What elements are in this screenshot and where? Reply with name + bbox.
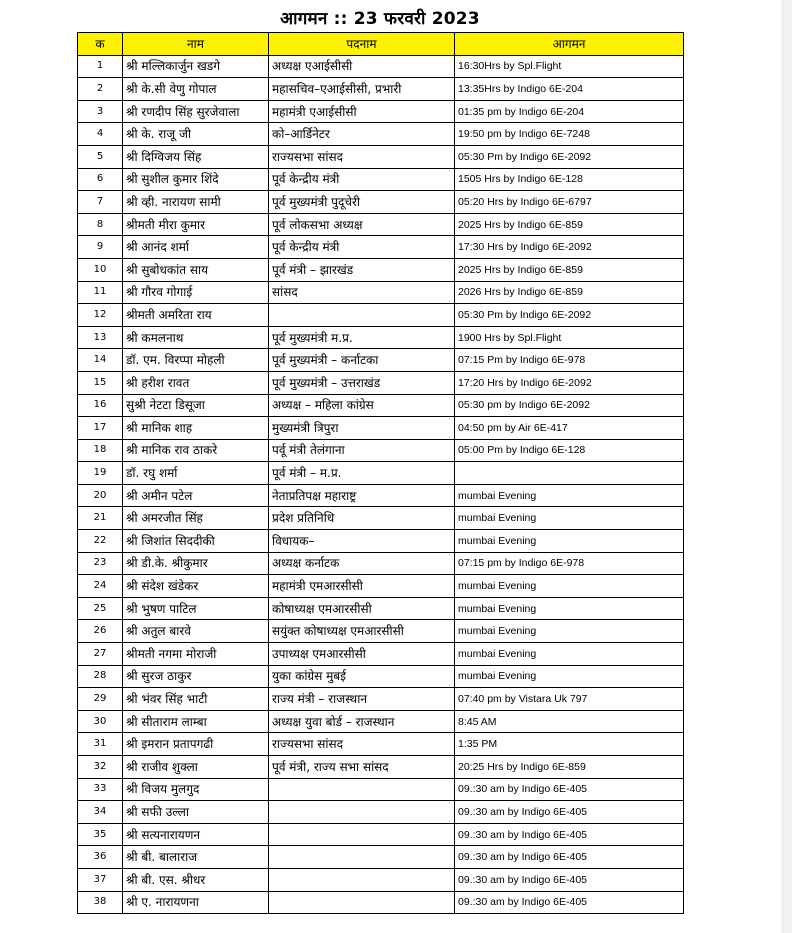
serial-cell: 3 <box>78 100 123 123</box>
arrival-cell: 01:35 pm by Indigo 6E-204 <box>455 100 684 123</box>
table-row <box>78 597 684 620</box>
arrival-cell: mumbai Evening <box>455 597 684 620</box>
table-row <box>78 620 684 643</box>
name-cell: श्री हरीश रावत <box>123 371 269 394</box>
arrival-cell: 1505 Hrs by Indigo 6E-128 <box>455 168 684 191</box>
table-body <box>78 55 684 914</box>
designation-cell: अध्यक्ष कर्नाटक <box>269 552 455 575</box>
arrival-cell: 8:45 AM <box>455 710 684 733</box>
arrival-cell: 09.:30 am by Indigo 6E-405 <box>455 891 684 914</box>
name-cell: श्री के. राजू जी <box>123 123 269 146</box>
serial-cell: 13 <box>78 326 123 349</box>
serial-cell: 11 <box>78 281 123 304</box>
arrival-cell: 09.:30 am by Indigo 6E-405 <box>455 778 684 801</box>
serial-cell: 30 <box>78 710 123 733</box>
table-row <box>78 462 684 485</box>
serial-cell: 35 <box>78 823 123 846</box>
designation-cell: को–आर्डिनेटर <box>269 123 455 146</box>
name-cell: श्री गौरव गोगाई <box>123 281 269 304</box>
arrival-cell: 05:00 Pm by Indigo 6E-128 <box>455 439 684 462</box>
designation-cell: सांसद <box>269 281 455 304</box>
serial-cell: 12 <box>78 304 123 327</box>
arrival-cell: mumbai Evening <box>455 484 684 507</box>
serial-cell: 31 <box>78 733 123 756</box>
header-serial: क <box>78 33 123 56</box>
serial-cell: 5 <box>78 145 123 168</box>
table-row <box>78 575 684 598</box>
name-cell: श्रीमती नगमा मोराजी <box>123 643 269 666</box>
name-cell: श्री आनंद शर्मा <box>123 236 269 259</box>
designation-cell: मुख्यमंत्री त्रिपुरा <box>269 417 455 440</box>
table-row <box>78 823 684 846</box>
serial-cell: 32 <box>78 756 123 779</box>
table-row <box>78 100 684 123</box>
name-cell: श्री डी.के. श्रीकुमार <box>123 552 269 575</box>
serial-cell: 21 <box>78 507 123 530</box>
arrival-cell: mumbai Evening <box>455 507 684 530</box>
table-row <box>78 145 684 168</box>
table-row <box>78 394 684 417</box>
name-cell: सुश्री नेटटा डिसूजा <box>123 394 269 417</box>
table-row <box>78 78 684 101</box>
serial-cell: 15 <box>78 371 123 394</box>
table-row <box>78 733 684 756</box>
serial-cell: 26 <box>78 620 123 643</box>
name-cell: श्री जिशांत सिददीकी <box>123 530 269 553</box>
serial-cell: 38 <box>78 891 123 914</box>
serial-cell: 36 <box>78 846 123 869</box>
arrival-cell: 13:35Hrs by Indigo 6E-204 <box>455 78 684 101</box>
serial-cell: 29 <box>78 688 123 711</box>
arrival-cell <box>455 462 684 485</box>
page-edge-strip <box>781 0 792 933</box>
name-cell: श्रीमती मीरा कुमार <box>123 213 269 236</box>
designation-cell: अध्यक्ष एआईसीसी <box>269 55 455 78</box>
table-row <box>78 756 684 779</box>
designation-cell: पूर्व लोकसभा अध्यक्ष <box>269 213 455 236</box>
serial-cell: 20 <box>78 484 123 507</box>
name-cell: श्री दिग्विजय सिंह <box>123 145 269 168</box>
arrival-cell: 1:35 PM <box>455 733 684 756</box>
name-cell: श्री इमरान प्रतापगढी <box>123 733 269 756</box>
designation-cell: पूर्व मुख्यमंत्री – उत्तराखंड <box>269 371 455 394</box>
table-row <box>78 417 684 440</box>
table-row <box>78 168 684 191</box>
serial-cell: 24 <box>78 575 123 598</box>
name-cell: श्री बी. एस. श्रीधर <box>123 868 269 891</box>
name-cell: श्री मानिक राव ठाकरे <box>123 439 269 462</box>
designation-cell: राज्यसभा सांसद <box>269 733 455 756</box>
designation-cell: पूर्व मुख्यमंत्री पुदूचेरी <box>269 191 455 214</box>
designation-cell: नेताप्रतिपक्ष महाराष्ट्र <box>269 484 455 507</box>
table-row <box>78 123 684 146</box>
designation-cell: अध्यक्ष युवा बोर्ड – राजस्थान <box>269 710 455 733</box>
name-cell: श्री राजीव शुक्ला <box>123 756 269 779</box>
designation-cell: महामंत्री एमआरसीसी <box>269 575 455 598</box>
designation-cell: पर्वू मंत्री तेलंगाना <box>269 439 455 462</box>
table-row <box>78 665 684 688</box>
name-cell: डॉ. रघु शर्मा <box>123 462 269 485</box>
arrival-cell: 07:40 pm by Vistara Uk 797 <box>455 688 684 711</box>
arrival-cell: 09.:30 am by Indigo 6E-405 <box>455 846 684 869</box>
name-cell: श्री व्ही. नारायण सामी <box>123 191 269 214</box>
table-row <box>78 213 684 236</box>
table-row <box>78 507 684 530</box>
designation-cell: प्रदेश प्रतिनिधि <box>269 507 455 530</box>
serial-cell: 34 <box>78 801 123 824</box>
name-cell: श्री अमरजीत सिंह <box>123 507 269 530</box>
designation-cell: राज्य मंत्री – राजस्थान <box>269 688 455 711</box>
designation-cell <box>269 778 455 801</box>
designation-cell: विधायक– <box>269 530 455 553</box>
name-cell: श्री मल्लिकार्जुन खडगे <box>123 55 269 78</box>
designation-cell: उपाध्यक्ष एमआरसीसी <box>269 643 455 666</box>
designation-cell: पूर्व मंत्री, राज्य सभा सांसद <box>269 756 455 779</box>
serial-cell: 18 <box>78 439 123 462</box>
designation-cell: सयुंक्त कोषाध्यक्ष एमआरसीसी <box>269 620 455 643</box>
name-cell: श्री भुषण पाटिल <box>123 597 269 620</box>
designation-cell: पूर्व मुख्यमंत्री – कर्नाटका <box>269 349 455 372</box>
arrival-cell: 1900 Hrs by Spl.Flight <box>455 326 684 349</box>
name-cell: श्री सुबोधकांत साय <box>123 258 269 281</box>
table-row <box>78 55 684 78</box>
designation-cell <box>269 846 455 869</box>
serial-cell: 10 <box>78 258 123 281</box>
serial-cell: 33 <box>78 778 123 801</box>
designation-cell: युका कांग्रेस मुबई <box>269 665 455 688</box>
serial-cell: 27 <box>78 643 123 666</box>
designation-cell: अध्यक्ष – महिला कांग्रेस <box>269 394 455 417</box>
name-cell: श्री सीताराम लाम्बा <box>123 710 269 733</box>
table-row <box>78 643 684 666</box>
arrival-cell: mumbai Evening <box>455 530 684 553</box>
designation-cell: महामंत्री एआईसीसी <box>269 100 455 123</box>
arrival-cell: 09.:30 am by Indigo 6E-405 <box>455 823 684 846</box>
table-row <box>78 326 684 349</box>
arrival-cell: mumbai Evening <box>455 575 684 598</box>
table-row <box>78 349 684 372</box>
designation-cell: राज्यसभा सांसद <box>269 145 455 168</box>
arrival-cell: 05:30 Pm by Indigo 6E-2092 <box>455 304 684 327</box>
table-row <box>78 801 684 824</box>
arrivals-table <box>77 32 684 914</box>
name-cell: श्री मानिक शाह <box>123 417 269 440</box>
arrival-cell: 17:30 Hrs by Indigo 6E-2092 <box>455 236 684 259</box>
designation-cell <box>269 823 455 846</box>
serial-cell: 37 <box>78 868 123 891</box>
table-row <box>78 688 684 711</box>
serial-cell: 1 <box>78 55 123 78</box>
serial-cell: 9 <box>78 236 123 259</box>
table-row <box>78 778 684 801</box>
arrival-cell: 07:15 pm by Indigo 6E-978 <box>455 552 684 575</box>
table-row <box>78 191 684 214</box>
arrival-cell: 05:30 pm by Indigo 6E-2092 <box>455 394 684 417</box>
designation-cell: कोषाध्यक्ष एमआरसीसी <box>269 597 455 620</box>
table-row <box>78 258 684 281</box>
arrival-cell: 07:15 Pm by Indigo 6E-978 <box>455 349 684 372</box>
name-cell: श्रीमती अमरिता राय <box>123 304 269 327</box>
table-row <box>78 281 684 304</box>
serial-cell: 14 <box>78 349 123 372</box>
arrival-cell: 20:25 Hrs by Indigo 6E-859 <box>455 756 684 779</box>
table-row <box>78 891 684 914</box>
serial-cell: 17 <box>78 417 123 440</box>
serial-cell: 8 <box>78 213 123 236</box>
name-cell: श्री रणदीप सिंह सुरजेवाला <box>123 100 269 123</box>
designation-cell: महासचिव–एआईसीसी, प्रभारी <box>269 78 455 101</box>
arrival-cell: 16:30Hrs by Spl.Flight <box>455 55 684 78</box>
arrival-cell: mumbai Evening <box>455 665 684 688</box>
serial-cell: 22 <box>78 530 123 553</box>
name-cell: श्री अतुल बारवे <box>123 620 269 643</box>
arrival-cell: 17:20 Hrs by Indigo 6E-2092 <box>455 371 684 394</box>
name-cell: श्री सफी उल्ला <box>123 801 269 824</box>
table-row <box>78 530 684 553</box>
designation-cell: पूर्व मंत्री – म.प्र. <box>269 462 455 485</box>
name-cell: डॉ. एम. विरप्पा मोहली <box>123 349 269 372</box>
table-row <box>78 710 684 733</box>
page-title: आगमन :: 23 फरवरी 2023 <box>280 9 480 29</box>
designation-cell: पूर्व मुख्यमंत्री म.प्र. <box>269 326 455 349</box>
name-cell: श्री सुशील कुमार शिंदे <box>123 168 269 191</box>
table-row <box>78 846 684 869</box>
table-row <box>78 552 684 575</box>
arrival-cell: mumbai Evening <box>455 643 684 666</box>
name-cell: श्री विजय मुलगुद <box>123 778 269 801</box>
header-designation: पदनाम <box>269 33 455 56</box>
table-row <box>78 304 684 327</box>
arrival-cell: 2025 Hrs by Indigo 6E-859 <box>455 258 684 281</box>
designation-cell <box>269 868 455 891</box>
serial-cell: 6 <box>78 168 123 191</box>
serial-cell: 25 <box>78 597 123 620</box>
name-cell: श्री सुरज ठाकुर <box>123 665 269 688</box>
table-header-row <box>78 33 684 56</box>
name-cell: श्री अमीन पटेल <box>123 484 269 507</box>
designation-cell: पूर्व मंत्री – झारखंड <box>269 258 455 281</box>
serial-cell: 23 <box>78 552 123 575</box>
header-name: नाम <box>123 33 269 56</box>
name-cell: श्री ए. नारायणना <box>123 891 269 914</box>
table-row <box>78 868 684 891</box>
name-cell: श्री सत्यनारायणन <box>123 823 269 846</box>
designation-cell: पूर्व केन्द्रीय मंत्री <box>269 168 455 191</box>
name-cell: श्री के.सी वेणु गोपाल <box>123 78 269 101</box>
serial-cell: 28 <box>78 665 123 688</box>
table-row <box>78 371 684 394</box>
designation-cell: पूर्व केन्द्रीय मंत्री <box>269 236 455 259</box>
name-cell: श्री भंवर सिंह भाटी <box>123 688 269 711</box>
designation-cell <box>269 801 455 824</box>
table-row <box>78 236 684 259</box>
name-cell: श्री बी. बालाराज <box>123 846 269 869</box>
header-arrival: आगमन <box>455 33 684 56</box>
arrival-cell: 09.:30 am by Indigo 6E-405 <box>455 868 684 891</box>
designation-cell <box>269 304 455 327</box>
name-cell: श्री संदेश खंडेकर <box>123 575 269 598</box>
arrival-cell: 04:50 pm by Air 6E-417 <box>455 417 684 440</box>
serial-cell: 4 <box>78 123 123 146</box>
table-row <box>78 484 684 507</box>
arrival-cell: mumbai Evening <box>455 620 684 643</box>
arrival-cell: 09.:30 am by Indigo 6E-405 <box>455 801 684 824</box>
serial-cell: 7 <box>78 191 123 214</box>
serial-cell: 2 <box>78 78 123 101</box>
arrival-cell: 05:20 Hrs by Indigo 6E-6797 <box>455 191 684 214</box>
name-cell: श्री कमलनाथ <box>123 326 269 349</box>
serial-cell: 19 <box>78 462 123 485</box>
arrival-cell: 05:30 Pm by Indigo 6E-2092 <box>455 145 684 168</box>
arrival-cell: 2026 Hrs by Indigo 6E-859 <box>455 281 684 304</box>
arrival-cell: 2025 Hrs by Indigo 6E-859 <box>455 213 684 236</box>
arrival-cell: 19:50 pm by Indigo 6E-7248 <box>455 123 684 146</box>
table-row <box>78 439 684 462</box>
serial-cell: 16 <box>78 394 123 417</box>
designation-cell <box>269 891 455 914</box>
